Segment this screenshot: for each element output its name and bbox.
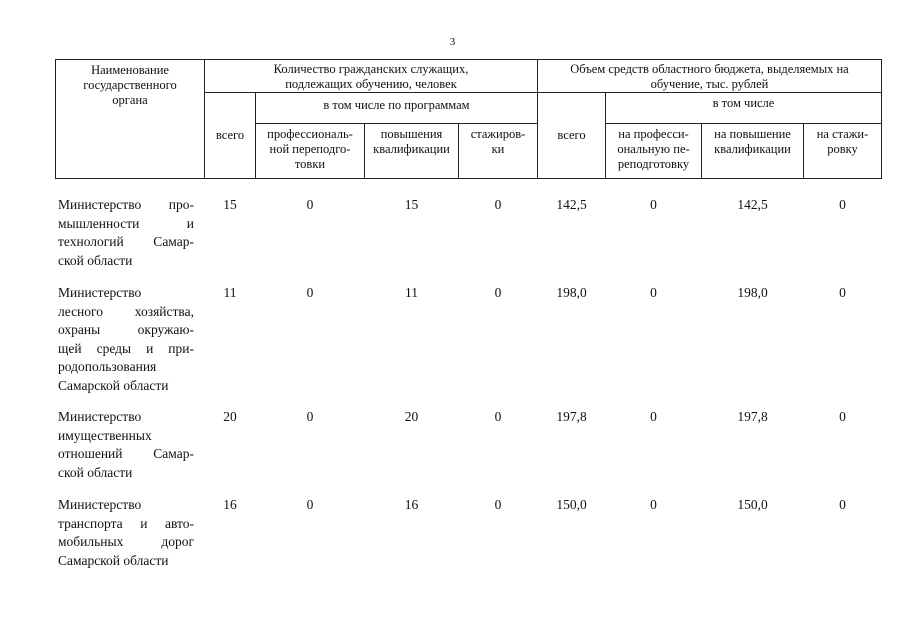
organ-name-line: лесного хозяйства,: [58, 303, 194, 319]
count-retraining-cell: 0: [306, 497, 314, 512]
header-count-internship: стажиров- ки: [470, 127, 526, 156]
header-count-group: Количество гражданских служащих, подлежащих обучению, человек: [273, 62, 469, 91]
organ-name-line: мобильных дорог: [58, 534, 194, 549]
row-divider-1: [204, 92, 881, 93]
count-internship-cell: 0: [494, 285, 502, 300]
count-total-cell: 16: [223, 497, 237, 512]
budget-total-cell: 142,5: [556, 197, 587, 212]
organ-name-line: щей среды и при-: [58, 340, 194, 356]
col-line-9: [881, 59, 882, 179]
budget-internship-cell: 0: [839, 197, 846, 212]
budget-retraining-cell: 0: [650, 409, 657, 424]
organ-name-line: Министерство: [58, 409, 142, 424]
organ-name-line: ской области: [58, 464, 133, 480]
count-qualification-cell: 15: [404, 197, 419, 212]
table-border-top: [55, 59, 881, 60]
count-total-cell: 20: [223, 409, 237, 424]
organ-name-line: Министерство про-: [58, 197, 194, 212]
header-budget-group: Объем средств областного бюджета, выделяемых на обучение, тыс. рублей: [570, 62, 849, 91]
organ-name-line: Министерство: [58, 497, 142, 512]
header-count-programs: в том числе по программам: [323, 98, 470, 112]
organ-name-cell: [58, 496, 194, 570]
budget-qualification-cell: 142,5: [737, 197, 768, 212]
organ-name-line: Самарской области: [58, 377, 169, 393]
count-retraining-cell: 0: [306, 285, 314, 300]
header-budget-qualification: на повышение квалификации: [714, 127, 791, 156]
budget-retraining-cell: 0: [650, 197, 657, 212]
organ-name-line: отношений Самар-: [58, 446, 194, 461]
count-retraining-cell: 0: [306, 197, 314, 212]
count-total-cell: 11: [223, 285, 237, 300]
header-organ-name: Наименование государственного органа: [83, 63, 177, 107]
organ-name-line: охраны окружаю-: [58, 322, 194, 337]
header-budget-total: всего: [557, 128, 586, 142]
budget-internship-cell: 0: [839, 409, 846, 424]
count-total-cell: 15: [223, 197, 237, 212]
budget-total-cell: 150,0: [556, 497, 587, 512]
organ-name-line: мышленности и: [58, 215, 194, 231]
count-internship-cell: 0: [494, 197, 502, 212]
organ-name-line: родопользования: [58, 359, 157, 374]
budget-retraining-cell: 0: [650, 285, 657, 300]
count-retraining-cell: 0: [306, 409, 314, 424]
budget-total-cell: 197,8: [556, 409, 587, 424]
organ-name-line: ской области: [58, 252, 133, 268]
count-qualification-cell: 16: [404, 497, 419, 512]
budget-total-cell: 198,0: [556, 285, 587, 300]
header-count-retraining: профессиональ- ной переподго- товки: [267, 127, 353, 171]
count-qualification-cell: 20: [404, 409, 419, 424]
header-budget-incl: в том числе: [712, 96, 775, 110]
count-internship-cell: 0: [494, 409, 502, 424]
page-number: 3: [449, 36, 456, 48]
organ-name-cell: [58, 284, 194, 395]
budget-internship-cell: 0: [839, 285, 846, 300]
table-border-bottom: [55, 178, 881, 179]
count-qualification-cell: 11: [405, 285, 418, 300]
row-divider-3: [605, 123, 881, 124]
organ-name-line: технологий Самар-: [58, 234, 194, 249]
organ-name-line: транспорта и авто-: [58, 515, 194, 531]
count-internship-cell: 0: [494, 497, 502, 512]
organ-name-cell: [58, 196, 194, 270]
header-budget-internship: на стажи- ровку: [816, 127, 869, 156]
budget-internship-cell: 0: [839, 497, 846, 512]
organ-name-line: Самарской области: [58, 552, 169, 568]
row-divider-2: [255, 123, 537, 124]
header-budget-retraining: на професси- ональную пе- реподготовку: [617, 127, 690, 171]
header-count-total: всего: [215, 128, 245, 142]
organ-name-line: Министерство: [58, 285, 142, 300]
budget-qualification-cell: 197,8: [737, 409, 768, 424]
budget-qualification-cell: 198,0: [737, 285, 768, 300]
organ-name-line: имущественных: [58, 427, 152, 443]
header-count-qualification: повышения квалификации: [373, 127, 450, 156]
budget-retraining-cell: 0: [650, 497, 657, 512]
budget-qualification-cell: 150,0: [737, 497, 768, 512]
organ-name-cell: [58, 408, 194, 482]
